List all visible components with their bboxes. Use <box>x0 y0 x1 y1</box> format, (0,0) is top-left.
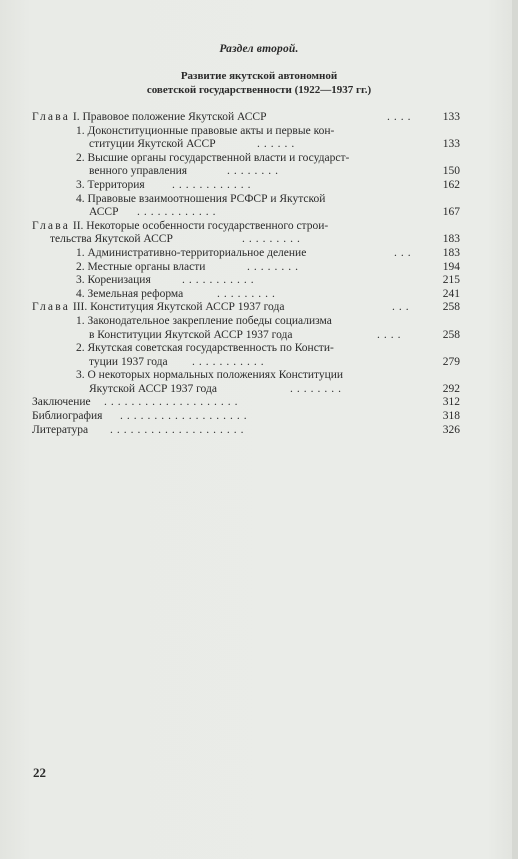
toc-entry <box>32 125 460 139</box>
toc-page-number: 133 <box>442 111 460 123</box>
toc-entry <box>32 329 460 343</box>
toc-entry <box>32 193 460 207</box>
toc-entry <box>32 165 460 179</box>
dot-leader: ......... <box>217 287 279 300</box>
toc-page-number: 162 <box>442 178 460 191</box>
toc-entry <box>32 138 460 152</box>
part-title <box>0 70 518 97</box>
part-title-line-2: советской государственности (1922—1937 гг.) <box>146 83 372 96</box>
toc-entry-title <box>89 356 168 370</box>
toc-page-number: 183 <box>442 233 460 246</box>
toc-page-number: 292 <box>442 382 460 395</box>
chapter-prefix: Глава <box>32 301 71 314</box>
dot-leader: ......... <box>242 233 304 246</box>
toc-entry-text: III. Конституция Якутской АССР 1937 года <box>70 301 285 314</box>
toc-entry-text: 2. Высшие органы государственной власти и государст- <box>76 151 350 164</box>
page-edge <box>512 0 518 859</box>
toc-entry-text: Заключение <box>32 396 91 409</box>
toc-entry-title <box>32 396 91 410</box>
toc-entry <box>32 206 460 220</box>
chapter-prefix: Глава <box>32 111 71 123</box>
toc-page-number: 258 <box>442 328 460 341</box>
toc-entry-title <box>76 179 145 193</box>
dot-leader: ........... <box>192 355 268 368</box>
toc-entry-title <box>32 220 328 234</box>
dot-leader: .... <box>387 111 415 123</box>
toc-entry <box>32 220 460 234</box>
toc-page-number: 194 <box>442 260 460 273</box>
toc-entry-text: 4. Земельная реформа <box>76 287 184 300</box>
toc-entry-text: АССР <box>89 206 119 219</box>
toc-page-number: 167 <box>442 206 460 219</box>
toc-entry-text: 1. Административно-территориальное деление <box>76 246 307 259</box>
toc-entry-title <box>76 247 306 261</box>
toc-entry <box>32 274 460 288</box>
toc-page-number: 215 <box>442 274 460 287</box>
toc-entry-title <box>76 288 183 302</box>
toc-entry-title <box>89 383 217 397</box>
dot-leader: ...... <box>257 138 299 151</box>
toc-entry-title <box>32 424 88 438</box>
toc-entry <box>32 410 460 424</box>
toc-entry-title <box>76 193 325 207</box>
toc-entry-title <box>76 125 334 139</box>
dot-leader: ... <box>394 246 415 259</box>
dot-leader: .................... <box>110 423 248 436</box>
toc-page-number: 150 <box>442 165 460 178</box>
toc-entry <box>32 315 460 329</box>
toc-entry-text: Библиография <box>32 410 103 423</box>
toc-page-number: 318 <box>442 410 460 423</box>
toc-entry <box>32 301 460 315</box>
toc-entry-title <box>89 138 216 152</box>
toc-entry-text: Якутской АССР 1937 года <box>89 382 217 395</box>
table-of-contents <box>32 111 460 437</box>
toc-entry <box>32 383 460 397</box>
toc-entry-text: тельства Якутской АССР <box>50 233 173 246</box>
chapter-prefix: Глава <box>32 219 71 232</box>
toc-entry <box>32 233 460 247</box>
toc-entry-title <box>76 369 343 383</box>
toc-entry-title <box>89 206 118 220</box>
toc-entry-text: II. Некоторые особенности государственного строи- <box>70 219 329 232</box>
toc-entry-title <box>76 274 151 288</box>
toc-entry-text: венного управления <box>89 165 188 178</box>
toc-entry <box>32 342 460 356</box>
toc-entry-text: Литература <box>32 423 89 436</box>
toc-entry <box>32 111 460 125</box>
toc-entry-text: 2. Местные органы власти <box>76 260 206 273</box>
toc-entry <box>32 369 460 383</box>
toc-page-number: 312 <box>442 396 460 409</box>
toc-entry-title <box>32 301 284 315</box>
dot-leader: ........ <box>247 260 302 273</box>
toc-entry <box>32 179 460 193</box>
dot-leader: ........... <box>182 274 258 287</box>
dot-leader: ................... <box>120 410 251 423</box>
toc-entry-title <box>50 233 173 247</box>
toc-entry-title <box>32 111 266 125</box>
toc-entry-title <box>76 315 332 329</box>
toc-entry <box>32 247 460 261</box>
toc-page-number: 241 <box>442 287 460 300</box>
toc-entry-text: 3. Коренизация <box>76 274 151 287</box>
dot-leader: ............ <box>137 206 220 219</box>
dot-leader: ............ <box>172 178 255 191</box>
toc-entry <box>32 396 460 410</box>
toc-entry-title <box>89 329 292 343</box>
toc-page-number: 183 <box>442 246 460 259</box>
toc-entry <box>32 356 460 370</box>
toc-entry-text: 1. Доконституционные правовые акты и первые кон- <box>76 124 335 137</box>
dot-leader: ........ <box>227 165 282 178</box>
toc-page-number: 133 <box>442 138 460 151</box>
toc-page-number: 279 <box>442 355 460 368</box>
toc-entry <box>32 152 460 166</box>
toc-entry-text: 3. Территория <box>76 178 145 191</box>
toc-entry-text: 2. Якутская советская государственность по Консти- <box>76 342 334 355</box>
toc-entry-text: ституции Якутской АССР <box>89 138 216 151</box>
part-title-line-1: Развитие якутской автономной <box>180 70 338 82</box>
toc-entry-text: туции 1937 года <box>89 355 168 368</box>
toc-entry-text: 4. Правовые взаимоотношения РСФСР и Якутской <box>76 192 326 205</box>
page-number: 22 <box>33 765 46 780</box>
toc-entry <box>32 261 460 275</box>
toc-entry-text: в Конституции Якутской АССР 1937 года <box>89 328 293 341</box>
toc-page-number: 326 <box>442 423 460 436</box>
toc-entry <box>32 288 460 302</box>
dot-leader: .... <box>377 328 405 341</box>
section-title: Раздел второй. <box>219 43 299 55</box>
toc-entry-title <box>32 410 102 424</box>
toc-entry-text: 3. О некоторых нормальных положениях Конституции <box>76 369 344 382</box>
dot-leader: ... <box>392 301 413 314</box>
toc-entry-title <box>89 165 187 179</box>
dot-leader: ........ <box>290 382 345 395</box>
toc-entry-text: 1. Законодательное закрепление победы социализма <box>76 314 332 327</box>
toc-entry-title <box>76 342 334 356</box>
toc-entry <box>32 424 460 438</box>
toc-entry-text: I. Правовое положение Якутской АССР <box>70 111 267 123</box>
toc-page-number: 258 <box>442 301 460 314</box>
toc-entry-title <box>76 261 205 275</box>
dot-leader: .................... <box>104 396 242 409</box>
toc-entry-title <box>76 152 349 166</box>
